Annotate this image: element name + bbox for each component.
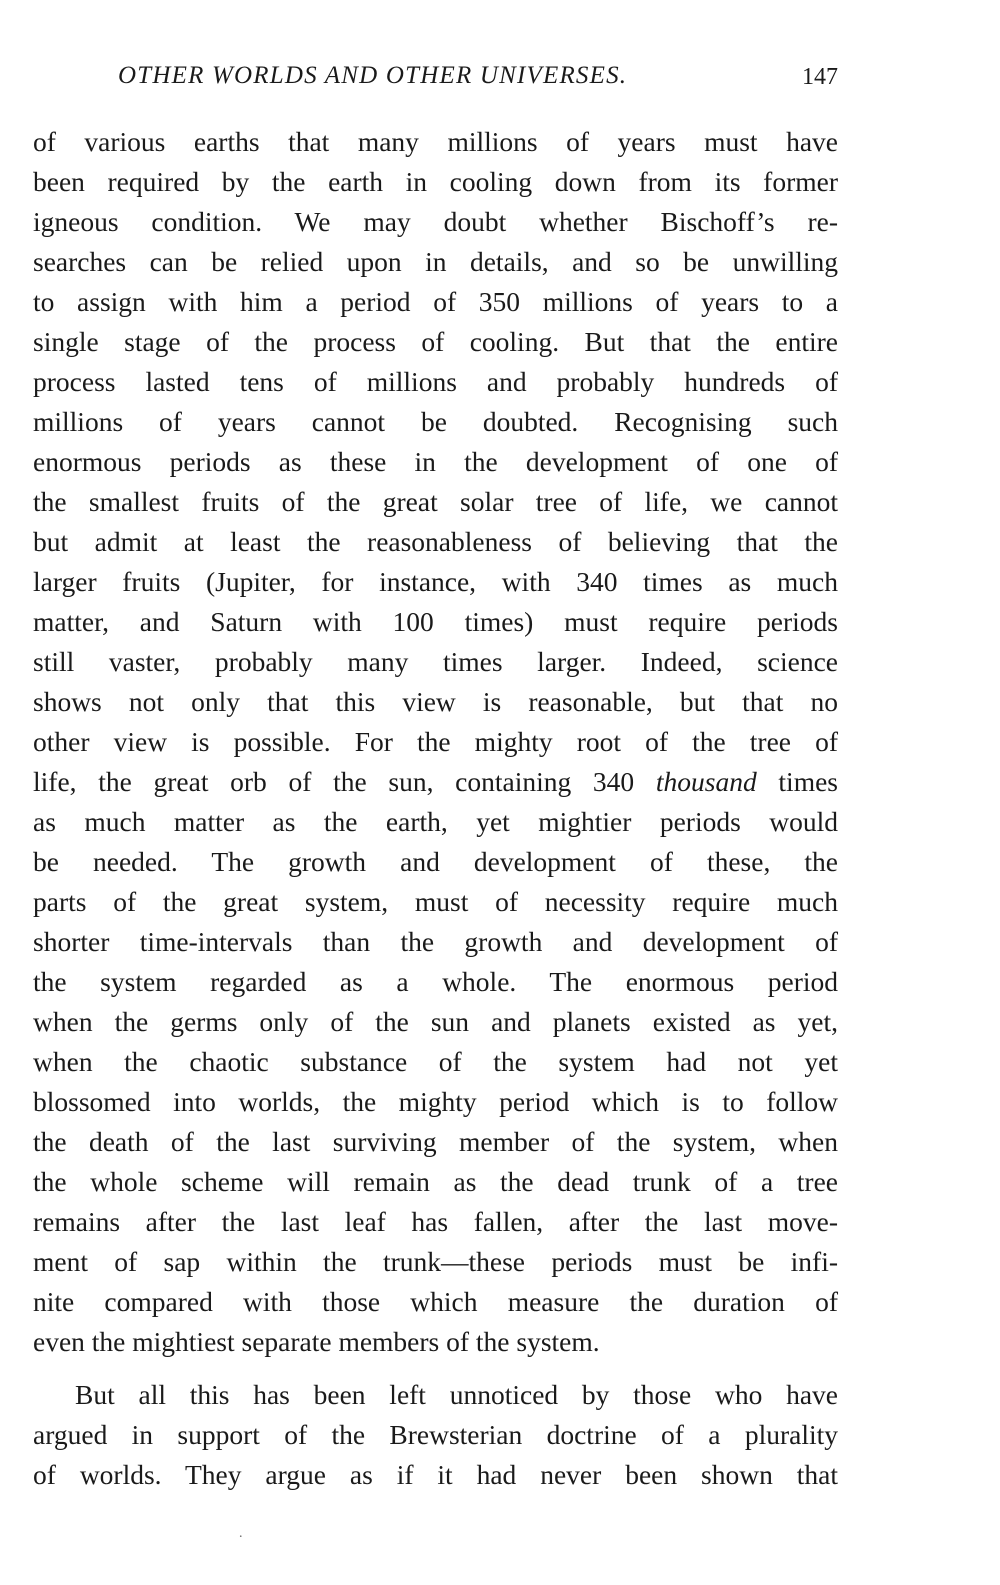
- text-line: still vaster, probably many times larger. Indeed, science: [33, 646, 838, 677]
- text-line: matter, and Saturn with 100 times) must require periods: [33, 606, 838, 637]
- text-line: when the chaotic substance of the system had not yet: [33, 1046, 838, 1077]
- text-line: remains after the last leaf has fallen, after the last move-: [33, 1206, 838, 1237]
- text-line-emphasis: [33, 762, 838, 802]
- text-line: shows not only that this view is reasonable, but that no: [33, 686, 838, 717]
- text-line: millions of years cannot be doubted. Recognising such: [33, 406, 838, 437]
- text-line: single stage of the process of cooling. But that the entire: [33, 326, 838, 357]
- running-head: [118, 62, 838, 102]
- text-line: of worlds. They argue as if it had never been shown that: [33, 1459, 838, 1490]
- text-line: of various earths that many millions of years must have: [33, 126, 838, 157]
- text-body: [33, 122, 838, 1495]
- text-line: as much matter as the earth, yet mightier periods would: [33, 806, 838, 837]
- page-number: 147: [802, 64, 838, 90]
- text-line: been required by the earth in cooling down from its former: [33, 166, 838, 197]
- text-line: igneous condition. We may doubt whether Bischoff’s re-: [33, 206, 838, 237]
- text-line: blossomed into worlds, the mighty period which is to follow: [33, 1086, 838, 1117]
- text-segment: times: [756, 766, 838, 797]
- text-line: larger fruits (Jupiter, for instance, with 340 times as much: [33, 566, 838, 597]
- text-line: enormous periods as these in the development of one of: [33, 446, 838, 477]
- text-line: the system regarded as a whole. The enormous period: [33, 966, 838, 997]
- running-title: OTHER WORLDS AND OTHER UNIVERSES.: [118, 62, 628, 89]
- text-line: the whole scheme will remain as the dead trunk of a tree: [33, 1166, 838, 1197]
- text-line: argued in support of the Brewsterian doctrine of a plurality: [33, 1419, 838, 1450]
- text-line: ment of sap within the trunk—these periods must be infi-: [33, 1246, 838, 1277]
- text-line: to assign with him a period of 350 millions of years to a: [33, 286, 838, 317]
- text-line: other view is possible. For the mighty root of the tree of: [33, 726, 838, 757]
- italic-word: thousand: [655, 766, 757, 797]
- text-line: be needed. The growth and development of these, the: [33, 846, 838, 877]
- text-line: the smallest fruits of the great solar tree of life, we cannot: [33, 486, 838, 517]
- text-line: parts of the great system, must of necessity require much: [33, 886, 838, 917]
- text-line: shorter time-intervals than the growth and development of: [33, 926, 838, 957]
- text-line: even the mightiest separate members of the system.: [33, 1326, 600, 1357]
- text-line: process lasted tens of millions and probably hundreds of: [33, 366, 838, 397]
- text-line: searches can be relied upon in details, and so be unwilling: [33, 246, 838, 277]
- paragraph-gap: [33, 1362, 838, 1375]
- text-segment: life, the great orb of the sun, containing 340: [33, 766, 656, 797]
- text-line: nite compared with those which measure the duration of: [33, 1286, 838, 1317]
- text-line: the death of the last surviving member of the system, when: [33, 1126, 838, 1157]
- footer-mark: .: [239, 1526, 243, 1541]
- text-line: but admit at least the reasonableness of believing that the: [33, 526, 838, 557]
- paragraph-2: [33, 1375, 838, 1495]
- text-line: when the germs only of the sun and planets existed as yet,: [33, 1006, 838, 1037]
- paragraph-1: [33, 122, 838, 1362]
- text-line: But all this has been left unnoticed by those who have: [75, 1379, 838, 1410]
